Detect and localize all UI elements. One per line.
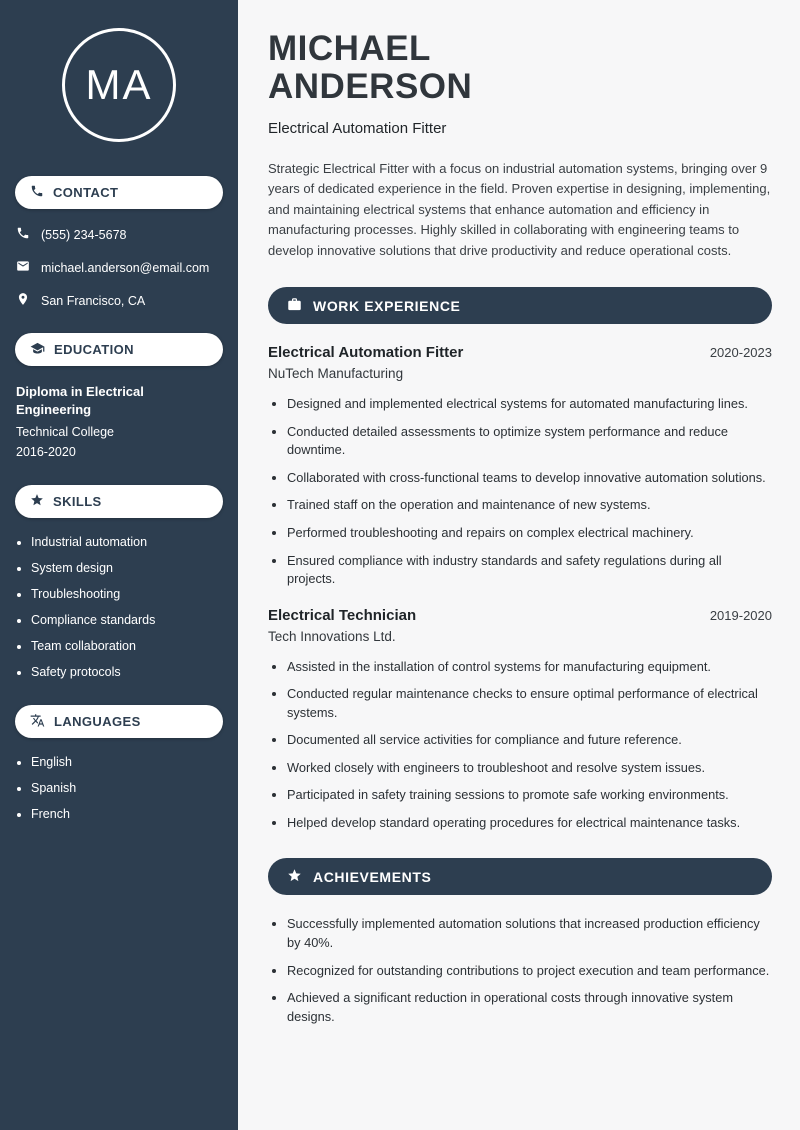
person-last-name: ANDERSON	[268, 66, 473, 106]
phone-icon	[16, 226, 30, 243]
education-section-title: EDUCATION	[54, 342, 134, 357]
list-item: • Spanish	[31, 781, 222, 795]
job-role: Electrical Automation Fitter	[268, 344, 464, 362]
list-item: • English	[31, 755, 222, 769]
languages-list	[31, 755, 222, 821]
list-item: • Safety protocols	[31, 665, 222, 679]
translate-icon	[30, 713, 45, 731]
list-item: • Conducted detailed assessments to optimize system performance and reduce downtime.	[287, 423, 772, 460]
person-first-name: MICHAEL	[268, 29, 431, 68]
work-experience-section-title: WORK EXPERIENCE	[313, 297, 461, 314]
contact-location-row	[16, 292, 222, 309]
list-item: • Designed and implemented electrical systems for automated manufacturing lines.	[287, 395, 772, 414]
list-item: • Conducted regular maintenance checks to ensure optimal performance of electrical systems.	[287, 685, 772, 722]
phone-icon	[30, 184, 44, 201]
job-bullet-list	[287, 658, 772, 833]
list-item: • Performed troubleshooting and repairs on complex electrical machinery.	[287, 524, 772, 543]
job-company: NuTech Manufacturing	[268, 366, 404, 382]
job-bullet-list	[287, 395, 772, 588]
star-icon	[287, 868, 302, 886]
profile-summary: Strategic Electrical Fitter with a focus on industrial automation systems, bringing over 9 years of dedicated experience in the field. Proven expertise in designing, implementing, and maintaining electrical systems that enhance automation and efficiency in manufacturing processes. Highly skilled in collaborating with engineering teams to develop innovative solutions that drive productivity and reduce operational costs.	[268, 160, 771, 258]
job-header	[268, 344, 772, 361]
education-degree: Diploma in Electrical Engineering	[16, 384, 144, 417]
job-header	[268, 607, 772, 624]
education-block	[0, 383, 238, 459]
languages-section-header	[15, 705, 223, 738]
list-item: • System design	[31, 561, 222, 575]
achievements-list	[287, 915, 772, 1026]
skills-section-title: SKILLS	[53, 494, 102, 510]
list-item: • Helped develop standard operating procedures for electrical maintenance tasks.	[287, 814, 772, 833]
mail-icon	[16, 259, 30, 276]
languages-section-title: LANGUAGES	[54, 714, 141, 730]
list-item: • Participated in safety training sessions to promote safe working environments.	[287, 786, 772, 805]
job-company: Tech Innovations Ltd.	[268, 628, 396, 644]
avatar-initials: MA	[85, 61, 153, 108]
contact-email-row	[16, 259, 222, 276]
job-role: Electrical Technician	[268, 606, 417, 624]
main-content	[238, 0, 800, 1130]
list-item: • Team collaboration	[31, 639, 222, 653]
achievements-section-header	[268, 858, 772, 895]
job-entry	[268, 607, 772, 833]
contact-phone-row	[16, 226, 222, 243]
achievements-section-title: ACHIEVEMENTS	[313, 868, 432, 885]
location-pin-icon	[16, 292, 30, 309]
job-dates: 2019-2020	[709, 607, 772, 623]
sidebar	[0, 0, 238, 1130]
star-icon	[30, 493, 44, 510]
skills-section-header	[15, 485, 223, 518]
person-name	[268, 30, 772, 106]
work-experience-section-header	[268, 287, 772, 324]
education-school: Technical College	[16, 425, 114, 440]
education-years: 2016-2020	[16, 445, 76, 460]
person-job-title: Electrical Automation Fitter	[268, 119, 447, 137]
list-item: • Ensured compliance with industry standards and safety regulations during all projects.	[287, 552, 772, 589]
list-item: • Troubleshooting	[31, 587, 222, 601]
job-dates: 2020-2023	[709, 345, 772, 361]
list-item: • Compliance standards	[31, 613, 222, 627]
job-entry	[268, 344, 772, 588]
contact-section-header	[15, 176, 223, 209]
briefcase-icon	[287, 297, 302, 315]
list-item: • Achieved a significant reduction in operational costs through innovative system designs.	[287, 989, 772, 1026]
education-section-header	[15, 333, 223, 366]
list-item: • Industrial automation	[31, 535, 222, 549]
list-item: • Documented all service activities for compliance and future reference.	[287, 731, 772, 750]
list-item: • French	[31, 807, 222, 821]
contact-rows	[0, 226, 238, 309]
graduation-cap-icon	[30, 341, 45, 359]
list-item: • Recognized for outstanding contributions to project execution and team performance.	[287, 962, 772, 981]
list-item: • Collaborated with cross-functional teams to develop innovative automation solutions.	[287, 469, 772, 488]
contact-location-value: San Francisco, CA	[41, 293, 146, 308]
list-item: • Trained staff on the operation and maintenance of new systems.	[287, 496, 772, 515]
contact-email-value: michael.anderson@email.com	[41, 260, 210, 275]
list-item: • Worked closely with engineers to troubleshoot and resolve system issues.	[287, 759, 772, 778]
skills-list	[31, 535, 222, 679]
list-item: • Assisted in the installation of control systems for manufacturing equipment.	[287, 658, 772, 677]
contact-section-title: CONTACT	[53, 185, 119, 200]
list-item: • Successfully implemented automation solutions that increased production efficiency by 40%.	[287, 915, 772, 952]
avatar	[62, 28, 176, 142]
contact-phone-value: (555) 234-5678	[41, 227, 127, 242]
